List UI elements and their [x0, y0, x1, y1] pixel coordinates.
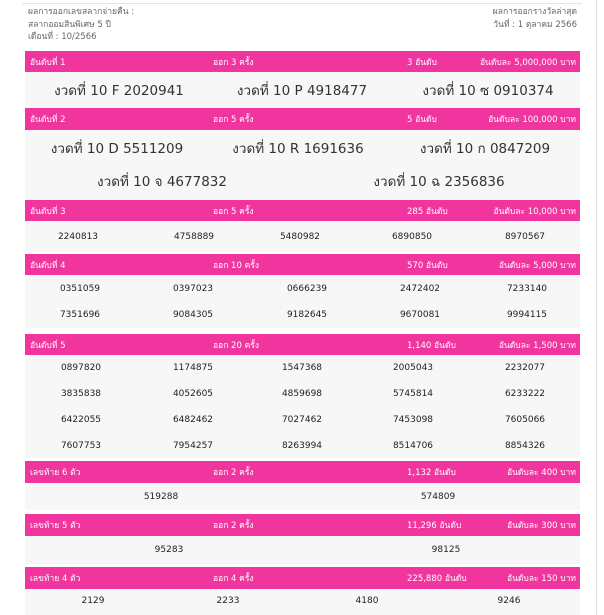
prize5-numbers	[25, 355, 580, 458]
prize-name: เลขท้าย 6 ตัว	[30, 468, 81, 478]
prize-draws: ออก 2 ครั้ง	[213, 468, 254, 478]
prize5-header	[25, 334, 580, 355]
number-row	[25, 381, 580, 407]
last5-numbers	[25, 536, 580, 564]
winning-number: 0397023	[172, 283, 214, 294]
winning-number: 9994115	[506, 310, 548, 320]
right-divider	[596, 0, 597, 615]
prize-count: 5 อันดับ	[407, 115, 437, 125]
winning-number: 6233222	[504, 389, 546, 399]
winning-number: งวดที่ 10 P 4918477	[236, 83, 368, 99]
winning-number: งวดที่ 10 ซ 0910374	[422, 83, 554, 99]
prize-amount: อันดับละ 5,000 บาท	[498, 260, 576, 271]
winning-number: 98125	[431, 545, 461, 555]
prize-name: เลขท้าย 4 ตัว	[30, 574, 81, 584]
winning-number: 4180	[355, 596, 379, 606]
winning-number: 7954257	[172, 440, 214, 451]
number-row	[25, 483, 580, 510]
prize2-header	[25, 108, 580, 130]
prize-name: อันดับที่ 5	[30, 340, 66, 351]
winning-number: 7607753	[60, 440, 102, 451]
winning-number: 95283	[154, 545, 184, 555]
winning-number: 0351059	[59, 283, 101, 294]
last6-header	[25, 461, 580, 483]
winning-number: 7233140	[506, 283, 548, 294]
winning-number: 8854326	[504, 440, 546, 451]
winning-number: 2472402	[399, 283, 441, 294]
winning-number: 7453098	[392, 415, 434, 425]
number-row	[25, 275, 580, 302]
prize-count: 570 อันดับ	[407, 260, 448, 271]
winning-number: 6890850	[391, 231, 433, 242]
prize-count: 1,140 อันดับ	[407, 340, 456, 351]
prize-amount: อันดับละ 400 บาท	[506, 468, 576, 478]
winning-number: 3835838	[60, 389, 102, 399]
winning-number: 5480982	[279, 231, 321, 242]
prize-count: 11,296 อันดับ	[407, 521, 462, 531]
prize-count: 1,132 อันดับ	[407, 468, 456, 478]
prize-draws: ออก 10 ครั้ง	[213, 260, 259, 271]
winning-number: 9084305	[172, 310, 214, 320]
winning-number: งวดที่ 10 R 1691636	[232, 141, 364, 157]
last4-header	[25, 567, 580, 589]
prize-draws: ออก 5 ครั้ง	[213, 115, 254, 125]
winning-number: 7605066	[504, 415, 546, 425]
prize-count: 225,880 อันดับ	[407, 574, 467, 584]
top-divider	[22, 3, 582, 4]
header-title: ผลการออกเลขสลากจ่ายคืน :	[28, 7, 135, 17]
number-row	[25, 302, 580, 328]
latest-results-label: ผลการออกรางวัลล่าสุด	[492, 7, 577, 17]
winning-number: 9670081	[399, 310, 441, 320]
winning-number: 2005043	[392, 363, 434, 373]
prize1-header	[25, 51, 580, 72]
prize-name: เลขท้าย 5 ตัว	[30, 521, 81, 531]
prize4-numbers	[25, 275, 580, 328]
winning-number: 9182645	[286, 310, 328, 320]
prize-count: 285 อันดับ	[407, 206, 448, 217]
last4-numbers	[25, 589, 580, 615]
prize-draws: ออก 20 ครั้ง	[213, 340, 259, 351]
prize-amount: อันดับละ 150 บาท	[506, 574, 576, 584]
winning-number: 8514706	[392, 440, 434, 451]
winning-number: งวดที่ 10 D 5511209	[50, 141, 184, 157]
number-row	[25, 433, 580, 458]
winning-number: 2233	[216, 596, 240, 606]
prize-draws: ออก 3 ครั้ง	[213, 57, 254, 68]
winning-number: 4859698	[281, 389, 323, 399]
winning-number: 2232077	[504, 363, 546, 373]
winning-number: 7351696	[59, 310, 101, 320]
number-row	[25, 221, 580, 252]
prize-name: อันดับที่ 4	[30, 260, 66, 271]
winning-number: 7027462	[281, 415, 323, 425]
number-row	[25, 355, 580, 381]
last6-numbers	[25, 483, 580, 510]
winning-number: งวดที่ 10 ฉ 2356836	[373, 174, 505, 190]
prize-name: อันดับที่ 2	[30, 115, 66, 125]
prize3-numbers	[25, 221, 580, 252]
winning-number: 2240813	[57, 231, 99, 242]
winning-number: 1547368	[281, 363, 323, 373]
header-month: เดือนที่ : 10/2566	[28, 32, 97, 42]
winning-number: 8263994	[281, 440, 323, 451]
winning-number: 1174875	[172, 363, 214, 373]
winning-number: งวดที่ 10 F 2020941	[54, 83, 184, 99]
number-row	[25, 536, 580, 564]
winning-number: 5745814	[392, 389, 434, 399]
winning-number: 0897820	[60, 363, 102, 373]
number-row	[25, 589, 580, 613]
winning-number: งวดที่ 10 ก 0847209	[419, 141, 551, 157]
winning-number: 6422055	[60, 415, 102, 425]
winning-number: 6482462	[172, 415, 214, 425]
winning-number: 4758889	[173, 231, 215, 242]
prize-count: 3 อันดับ	[407, 57, 437, 68]
prize-amount: อันดับละ 10,000 บาท	[493, 206, 576, 217]
winning-number: 4052605	[172, 389, 214, 399]
winning-number: 8970567	[504, 231, 546, 242]
prize-amount: อันดับละ 5,000,000 บาท	[479, 57, 576, 68]
prize-name: อันดับที่ 1	[30, 57, 66, 68]
winning-number: 574809	[420, 491, 456, 502]
prize-draws: ออก 5 ครั้ง	[213, 206, 254, 217]
header-right	[493, 6, 577, 31]
prize-draws: ออก 4 ครั้ง	[213, 574, 254, 584]
prize3-header	[25, 200, 580, 221]
last5-header	[25, 514, 580, 536]
number-row	[25, 407, 580, 433]
header-product: สลากออมสินพิเศษ 5 ปี	[28, 19, 111, 30]
prize-amount: อันดับละ 300 บาท	[506, 521, 576, 531]
draw-date: วันที่ : 1 ตุลาคม 2566	[493, 19, 577, 30]
winning-number: 9246	[497, 596, 521, 606]
winning-number: 0666239	[286, 283, 328, 294]
winning-number: 519288	[143, 491, 179, 502]
prize-draws: ออก 2 ครั้ง	[213, 521, 254, 531]
prize-name: อันดับที่ 3	[30, 206, 66, 217]
prize-amount: อันดับละ 100,000 บาท	[488, 115, 576, 125]
prize-amount: อันดับละ 1,500 บาท	[498, 340, 576, 351]
prize2-numbers	[25, 130, 580, 200]
header-left	[28, 6, 134, 44]
prize4-header	[25, 254, 580, 275]
winning-number: 2129	[81, 596, 105, 606]
prize1-numbers	[25, 72, 580, 108]
winning-number: งวดที่ 10 จ 4677832	[97, 174, 227, 190]
